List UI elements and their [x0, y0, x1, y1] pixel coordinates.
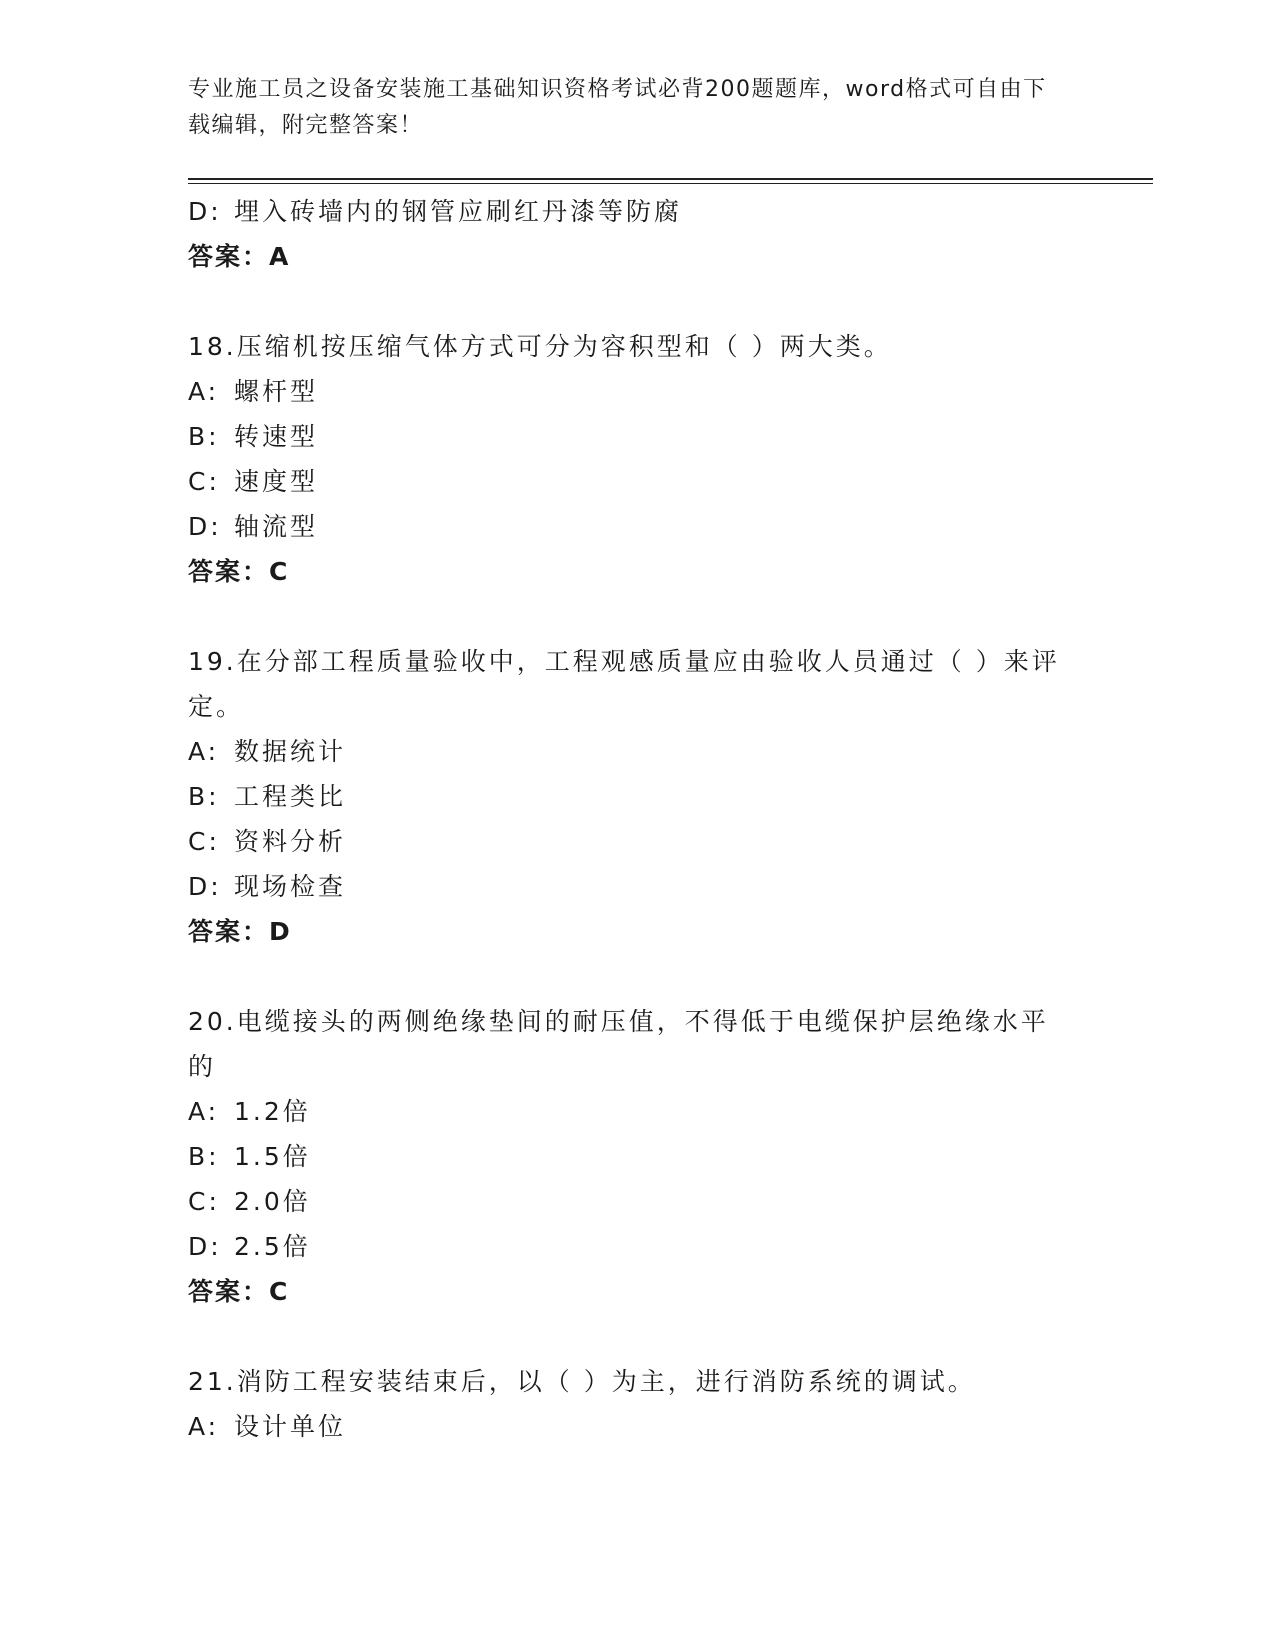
answer-line: 答案：A — [188, 242, 291, 271]
option-line — [188, 504, 1088, 549]
option-label: A: — [188, 377, 220, 406]
spacer — [188, 1314, 1088, 1359]
spacer — [188, 279, 1088, 324]
option-text: 现场检查 — [234, 872, 347, 901]
option-line — [188, 414, 1088, 459]
option-line — [188, 189, 1088, 234]
option-text: 2.5倍 — [234, 1232, 311, 1261]
option-text: 埋入砖墙内的钢管应刷红丹漆等防腐 — [234, 197, 683, 226]
option-text: 速度型 — [234, 467, 319, 496]
option-label: D: — [188, 872, 222, 901]
question-text: 18.压缩机按压缩气体方式可分为容积型和（ ）两大类。 — [188, 332, 892, 361]
option-line — [188, 1134, 1088, 1179]
question-text: 19.在分部工程质量验收中，工程观感质量应由验收人员通过（ ）来评定。 — [188, 647, 1060, 721]
option-text: 螺杆型 — [234, 377, 319, 406]
option-label: B: — [188, 782, 220, 811]
option-line — [188, 369, 1088, 414]
option-line — [188, 459, 1088, 504]
option-label: B: — [188, 422, 220, 451]
option-label: D: — [188, 512, 222, 541]
option-line — [188, 1179, 1088, 1224]
option-line — [188, 1089, 1088, 1134]
page-header-title: 专业施工员之设备安装施工基础知识资格考试必背200题题库，word格式可自由下载编辑，附完整答案！ — [188, 77, 1047, 138]
question-block — [188, 639, 1088, 999]
option-line — [188, 774, 1088, 819]
option-line — [188, 864, 1088, 909]
option-label: A: — [188, 737, 220, 766]
option-label: B: — [188, 1142, 220, 1171]
option-label: D: — [188, 197, 222, 226]
option-text: 设计单位 — [234, 1412, 347, 1441]
option-text: 数据统计 — [234, 737, 347, 766]
option-text: 工程类比 — [234, 782, 347, 811]
option-label: A: — [188, 1097, 220, 1126]
spacer — [188, 594, 1088, 639]
spacer — [188, 954, 1088, 999]
option-label: C: — [188, 467, 220, 496]
option-text: 轴流型 — [234, 512, 319, 541]
option-label: C: — [188, 827, 220, 856]
answer-line: 答案：D — [188, 917, 292, 946]
header-divider-thin — [188, 183, 1153, 184]
option-text: 1.5倍 — [234, 1142, 311, 1171]
option-label: C: — [188, 1187, 220, 1216]
option-text: 转速型 — [234, 422, 319, 451]
question-block — [188, 999, 1088, 1359]
answer-line: 答案：C — [188, 557, 290, 586]
option-line — [188, 1224, 1088, 1269]
answer-line: 答案：C — [188, 1277, 290, 1306]
option-line — [188, 729, 1088, 774]
option-label: D: — [188, 1232, 222, 1261]
option-line — [188, 1404, 1088, 1449]
question-text: 20.电缆接头的两侧绝缘垫间的耐压值，不得低于电缆保护层绝缘水平的 — [188, 1007, 1049, 1081]
header-divider-thick — [188, 178, 1153, 180]
option-line — [188, 819, 1088, 864]
question-text: 21.消防工程安装结束后，以（ ）为主，进行消防系统的调试。 — [188, 1367, 976, 1396]
option-text: 资料分析 — [234, 827, 347, 856]
question-list — [188, 189, 1088, 1449]
option-text: 2.0倍 — [234, 1187, 311, 1216]
option-text: 1.2倍 — [234, 1097, 311, 1126]
option-label: A: — [188, 1412, 220, 1441]
question-block — [188, 1359, 1088, 1449]
question-block — [188, 324, 1088, 639]
